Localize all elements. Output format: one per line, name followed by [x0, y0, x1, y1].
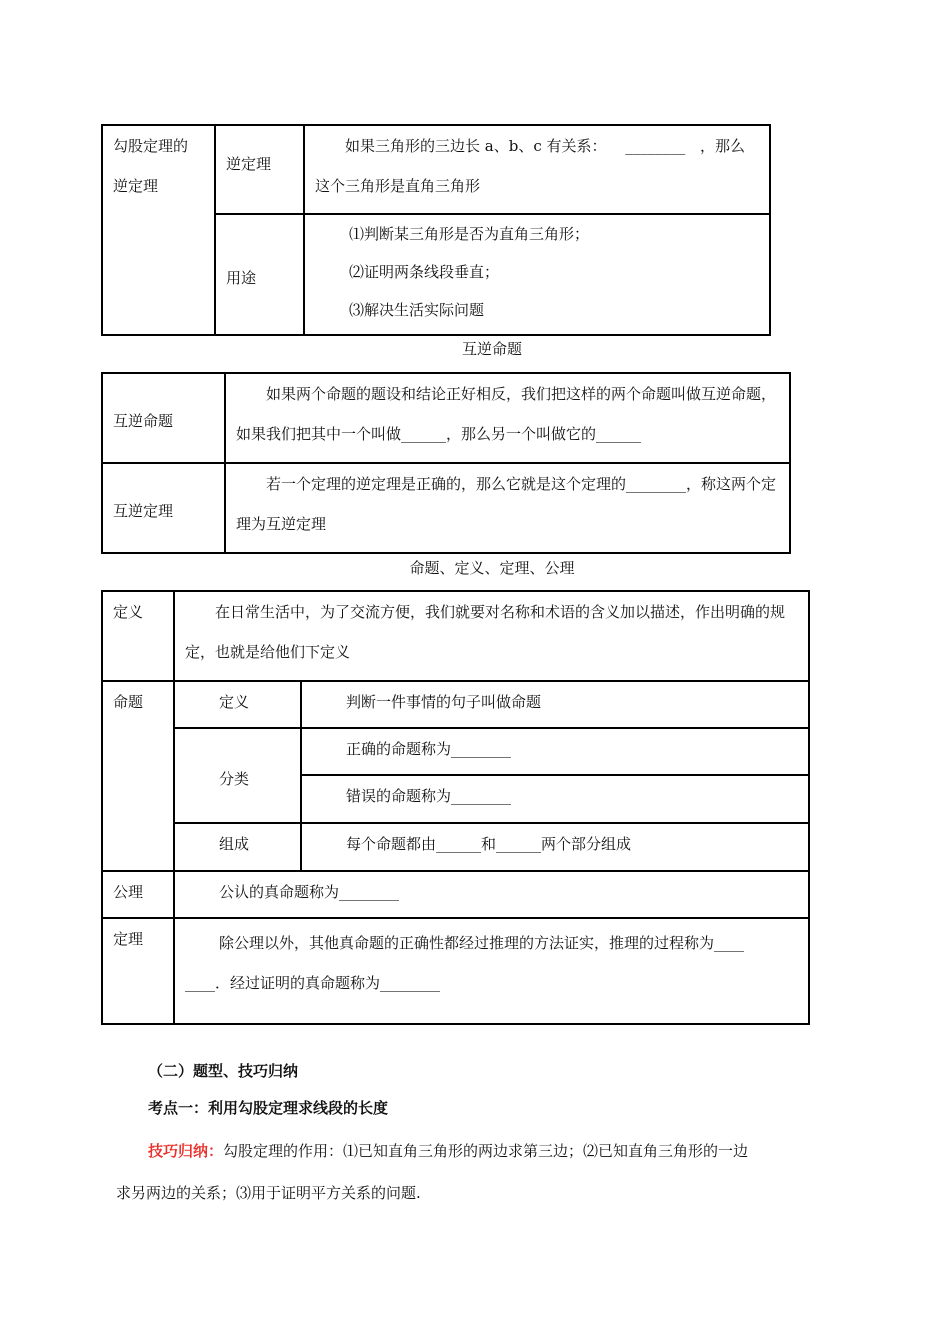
prop-def-label-cell — [174, 681, 301, 728]
usage-label: 用途 — [226, 268, 257, 287]
prop-class-label: 分类 — [219, 769, 250, 788]
reciprocal-prop-label-cell — [102, 373, 225, 463]
usage-item-2: ⑵证明两条线段垂直； — [349, 263, 500, 281]
true-prop-text: 正确的命题称为________ — [346, 740, 512, 758]
reciprocal-theorem-label: 互逆定理 — [113, 502, 174, 520]
usage-label-cell — [215, 214, 304, 335]
theorem-text-line1: 除公理以外，其他真命题的正确性都经过推理的方法证实，推理的过程称为____ — [219, 934, 745, 952]
table1-head: 勾股定理的逆定理 — [113, 137, 189, 195]
axiom-label: 公理 — [113, 883, 144, 901]
tip-line-2: 求另两边的关系；⑶用于证明平方关系的问题. — [116, 1184, 421, 1202]
reciprocal-prop-text: 如果两个命题的题设和结论正好相反，我们把这样的两个命题叫做互逆命题，如果我们把其中一个叫做______，那么另一个叫做它的______ — [236, 385, 777, 443]
table1-head-cell — [102, 125, 215, 335]
theorem-text-cell — [174, 918, 809, 1024]
concepts-table — [101, 590, 810, 1025]
definition-text-cell — [174, 591, 809, 681]
reciprocal-table — [101, 372, 791, 554]
converse-text-2: ，那么这个三角形是直角三角形 — [315, 137, 746, 195]
converse-theorem-table — [101, 124, 771, 336]
converse-label: 逆定理 — [226, 155, 272, 173]
caption-concepts: 命题、定义、定理、公理 — [409, 559, 575, 577]
axiom-text-cell — [174, 871, 809, 918]
true-prop-cell — [301, 728, 809, 775]
caption-reciprocal: 互逆命题 — [461, 340, 522, 358]
theorem-label-cell — [102, 918, 174, 1024]
theorem-text-line2: ____．经过证明的真命题称为________ — [185, 974, 441, 992]
false-prop-text: 错误的命题称为________ — [346, 787, 512, 805]
definition-label: 定义 — [113, 603, 144, 621]
reciprocal-theorem-text: 若一个定理的逆定理是正确的，那么它就是这个定理的________，称这两个定理为互逆定理 — [236, 475, 777, 533]
definition-label-cell — [102, 591, 174, 681]
tip-label: 技巧归纳： — [148, 1142, 224, 1160]
prop-comp-text: 每个命题都由______和______两个部分组成 — [346, 835, 632, 853]
tip-line-1: 勾股定理的作用：⑴已知直角三角形的两边求第三边；⑵已知直角三角形的一边 — [223, 1142, 749, 1160]
reciprocal-prop-text-cell — [225, 373, 790, 463]
tip-paragraph — [116, 1130, 856, 1214]
proposition-label-cell — [102, 681, 174, 871]
prop-comp-text-cell — [301, 823, 809, 871]
prop-class-label-cell — [174, 728, 301, 823]
false-prop-cell — [301, 775, 809, 823]
usage-item-3: ⑶解决生活实际问题 — [349, 301, 485, 319]
reciprocal-theorem-text-cell — [225, 463, 790, 553]
usage-item-1: ⑴判断某三角形是否为直角三角形； — [349, 225, 590, 243]
definition-text: 在日常生活中，为了交流方便，我们就要对名称和术语的含义加以描述，作出明确的规定，也就是给他们下定义 — [185, 603, 786, 661]
prop-def-text: 判断一件事情的句子叫做命题 — [346, 693, 542, 711]
converse-text-cell — [304, 125, 770, 214]
reciprocal-theorem-label-cell — [102, 463, 225, 553]
converse-text-1: 如果三角形的三边长 a、b、c 有关系： — [345, 137, 607, 155]
prop-comp-label: 组成 — [219, 835, 250, 853]
prop-def-text-cell — [301, 681, 809, 728]
converse-label-cell — [215, 125, 304, 214]
converse-blank: ________ — [625, 137, 686, 155]
key-point-heading: 考点一：利用勾股定理求线段的长度 — [148, 1099, 389, 1117]
section-heading: （二）题型、技巧归纳 — [148, 1062, 299, 1080]
prop-def-label: 定义 — [219, 693, 250, 711]
tip-first-line — [116, 1130, 856, 1172]
axiom-label-cell — [102, 871, 174, 918]
reciprocal-prop-label: 互逆命题 — [113, 412, 174, 430]
usage-list-cell — [304, 214, 770, 335]
proposition-label: 命题 — [113, 693, 144, 711]
theorem-label: 定理 — [113, 930, 144, 948]
prop-comp-label-cell — [174, 823, 301, 871]
axiom-text: 公认的真命题称为________ — [219, 883, 400, 901]
